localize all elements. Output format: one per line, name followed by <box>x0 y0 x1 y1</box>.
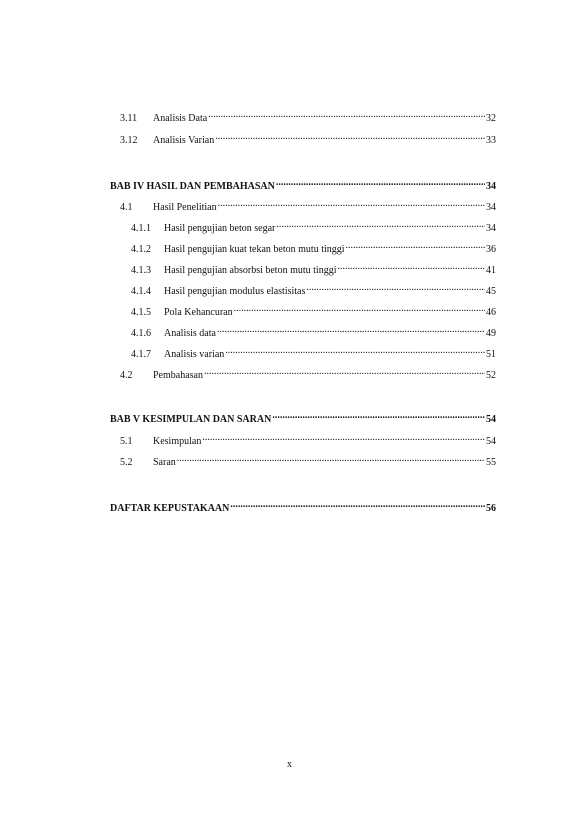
toc-entry-4-1-6[interactable] <box>131 324 496 340</box>
toc-entry-4-1-2[interactable] <box>131 240 496 256</box>
dot-leader <box>217 324 485 336</box>
toc-entry-page: 34 <box>486 202 496 213</box>
toc-entry-number: 4.1.7 <box>131 349 151 360</box>
dot-leader <box>234 303 485 315</box>
toc-entry-5-1[interactable] <box>120 432 496 448</box>
toc-entry-title: Hasil Penelitian <box>153 202 217 213</box>
dot-leader <box>230 499 485 511</box>
toc-entry-number: 4.1.6 <box>131 328 151 339</box>
toc-chapter-title: BAB IV HASIL DAN PEMBAHASAN <box>110 181 275 192</box>
toc-entry-page: 45 <box>486 286 496 297</box>
toc-entry-4-1-1[interactable] <box>131 219 496 235</box>
toc-entry-title: Hasil pengujian modulus elastisitas <box>164 286 306 297</box>
toc-entry-3-12[interactable] <box>120 131 496 147</box>
toc-entry-number: 4.1.5 <box>131 307 151 318</box>
dot-leader <box>215 131 485 143</box>
toc-entry-title: Saran <box>153 457 176 468</box>
toc-entry-4-1-7[interactable] <box>131 345 496 361</box>
dot-leader <box>204 366 485 378</box>
toc-entry-page: 36 <box>486 244 496 255</box>
toc-entry-page: 33 <box>486 135 496 146</box>
toc-entry-number: 3.12 <box>120 135 138 146</box>
toc-entry-number: 4.1.3 <box>131 265 151 276</box>
toc-entry-page: 52 <box>486 370 496 381</box>
toc-entry-number: 4.1 <box>120 202 133 213</box>
dot-leader <box>276 177 485 189</box>
dot-leader <box>218 198 485 210</box>
dot-leader <box>306 282 485 294</box>
toc-entry-page: 34 <box>486 223 496 234</box>
toc-entry-number: 4.1.4 <box>131 286 151 297</box>
toc-chapter-title: BAB V KESIMPULAN DAN SARAN <box>110 414 272 425</box>
toc-entry-title: Hasil pengujian beton segar <box>164 223 276 234</box>
toc-chapter-title: DAFTAR KEPUSTAKAAN <box>110 503 230 514</box>
toc-entry-title: Analisis Data <box>153 113 208 124</box>
toc-entry-number: 5.2 <box>120 457 133 468</box>
toc-entry-title: Analisis data <box>164 328 216 339</box>
toc-entry-page: 51 <box>486 349 496 360</box>
toc-entry-title: Analisis varian <box>164 349 225 360</box>
dot-leader <box>202 432 485 444</box>
toc-entry-page: 56 <box>486 503 496 514</box>
toc-entry-title: Hasil pengujian absorbsi beton mutu tinggi <box>164 265 337 276</box>
toc-entry-page: 54 <box>486 436 496 447</box>
toc-chapter-daftar-kepustakaan[interactable] <box>110 499 496 515</box>
toc-entry-title: Kesimpulan <box>153 436 202 447</box>
toc-entry-number: 4.1.1 <box>131 223 151 234</box>
toc-chapter-bab-iv[interactable] <box>110 177 496 193</box>
toc-entry-page: 55 <box>486 457 496 468</box>
toc-entry-page: 34 <box>486 181 496 192</box>
toc-entry-4-1-3[interactable] <box>131 261 496 277</box>
dot-leader <box>272 410 485 422</box>
toc-chapter-bab-v[interactable] <box>110 410 496 426</box>
toc-entry-4-1-4[interactable] <box>131 282 496 298</box>
toc-entry-page: 46 <box>486 307 496 318</box>
dot-leader <box>208 109 485 121</box>
dot-leader <box>177 453 485 465</box>
toc-entry-4-1-5[interactable] <box>131 303 496 319</box>
toc-entry-number: 4.2 <box>120 370 133 381</box>
toc-entry-4-1[interactable] <box>120 198 496 214</box>
toc-entry-title: Analisis Varian <box>153 135 215 146</box>
dot-leader <box>337 261 485 273</box>
toc-entry-title: Pembahasan <box>153 370 203 381</box>
toc-entry-number: 4.1.2 <box>131 244 151 255</box>
toc-entry-page: 54 <box>486 414 496 425</box>
toc-entry-page: 49 <box>486 328 496 339</box>
toc-entry-title: Pola Kehancuran <box>164 307 233 318</box>
dot-leader <box>225 345 485 357</box>
toc-entry-5-2[interactable] <box>120 453 496 469</box>
page-number-footer: x <box>287 759 292 770</box>
dot-leader <box>346 240 485 252</box>
toc-entry-4-2[interactable] <box>120 366 496 382</box>
toc-entry-number: 3.11 <box>120 113 138 124</box>
toc-entry-page: 41 <box>486 265 496 276</box>
toc-entry-page: 32 <box>486 113 496 124</box>
toc-entry-title: Hasil pengujian kuat tekan beton mutu tinggi <box>164 244 345 255</box>
dot-leader <box>276 219 485 231</box>
toc-entry-number: 5.1 <box>120 436 133 447</box>
toc-entry-3-11[interactable] <box>120 109 496 125</box>
